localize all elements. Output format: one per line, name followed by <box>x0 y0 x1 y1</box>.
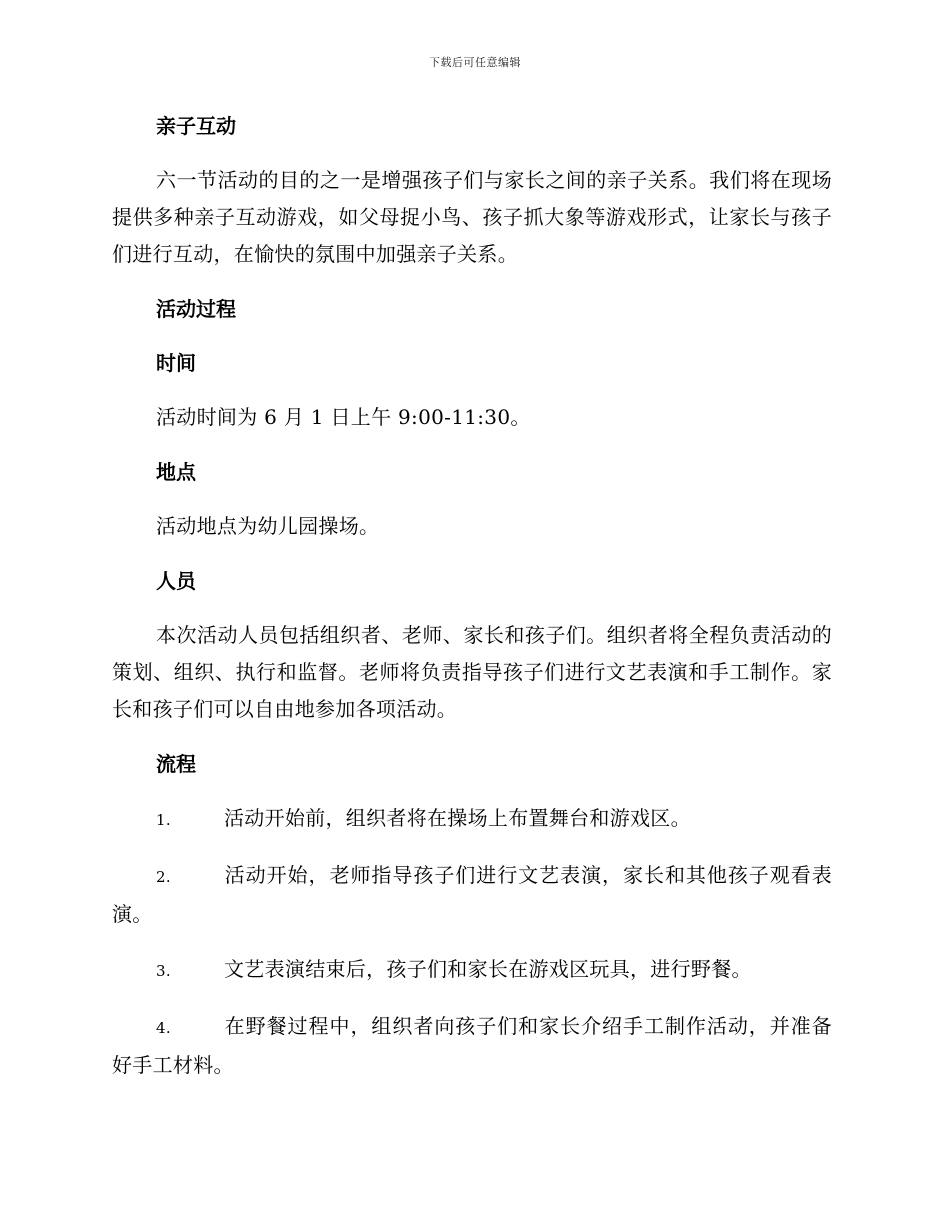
list-text: 活动开始前，组织者将在操场上布置舞台和游戏区。 <box>224 806 691 830</box>
section-heading-process: 活动过程 <box>156 297 236 321</box>
list-number: 3. <box>156 962 171 980</box>
list-text: 文艺表演结束后，孩子们和家长在游戏区玩具，进行野餐。 <box>224 957 752 981</box>
flow-list-item <box>112 951 832 990</box>
list-text: 在野餐过程中，组织者向孩子们和家长介绍手工制作活动，并准备好手工材料。 <box>112 1014 832 1077</box>
paragraph-time: 活动时间为 6 月 1 日上午 9:00-11:30。 <box>156 405 531 429</box>
list-number: 4. <box>156 1019 171 1037</box>
paragraph-location: 活动地点为幼儿园操场。 <box>156 514 380 538</box>
paragraph-parent-child: 六一节活动的目的之一是增强孩子们与家长之间的亲子关系。我们将在现场提供多种亲子互动游戏，如父母捉小鸟、孩子抓大象等游戏形式，让家长与孩子们进行互动，在愉快的氛围中加强亲子关系。 <box>112 168 832 266</box>
paragraph-personnel: 本次活动人员包括组织者、老师、家长和孩子们。组织者将全程负责活动的策划、组织、执行和监督。老师将负责指导孩子们进行文艺表演和手工制作。家长和孩子们可以自由地参加各项活动。 <box>112 623 832 721</box>
flow-list-item <box>112 800 832 839</box>
section-heading-flow: 流程 <box>156 752 196 776</box>
list-text: 活动开始，老师指导孩子们进行文艺表演，家长和其他孩子观看表演。 <box>112 863 832 926</box>
document-body <box>112 108 832 1084</box>
list-number: 2. <box>156 868 171 886</box>
section-heading-personnel: 人员 <box>156 569 196 593</box>
section-heading-time: 时间 <box>156 351 196 375</box>
section-heading-parent-child: 亲子互动 <box>156 114 236 138</box>
flow-list-item <box>112 857 832 933</box>
list-number: 1. <box>156 811 171 829</box>
flow-list-item <box>112 1008 832 1084</box>
section-heading-location: 地点 <box>156 460 196 484</box>
header-note: 下载后可任意编辑 <box>429 56 521 69</box>
